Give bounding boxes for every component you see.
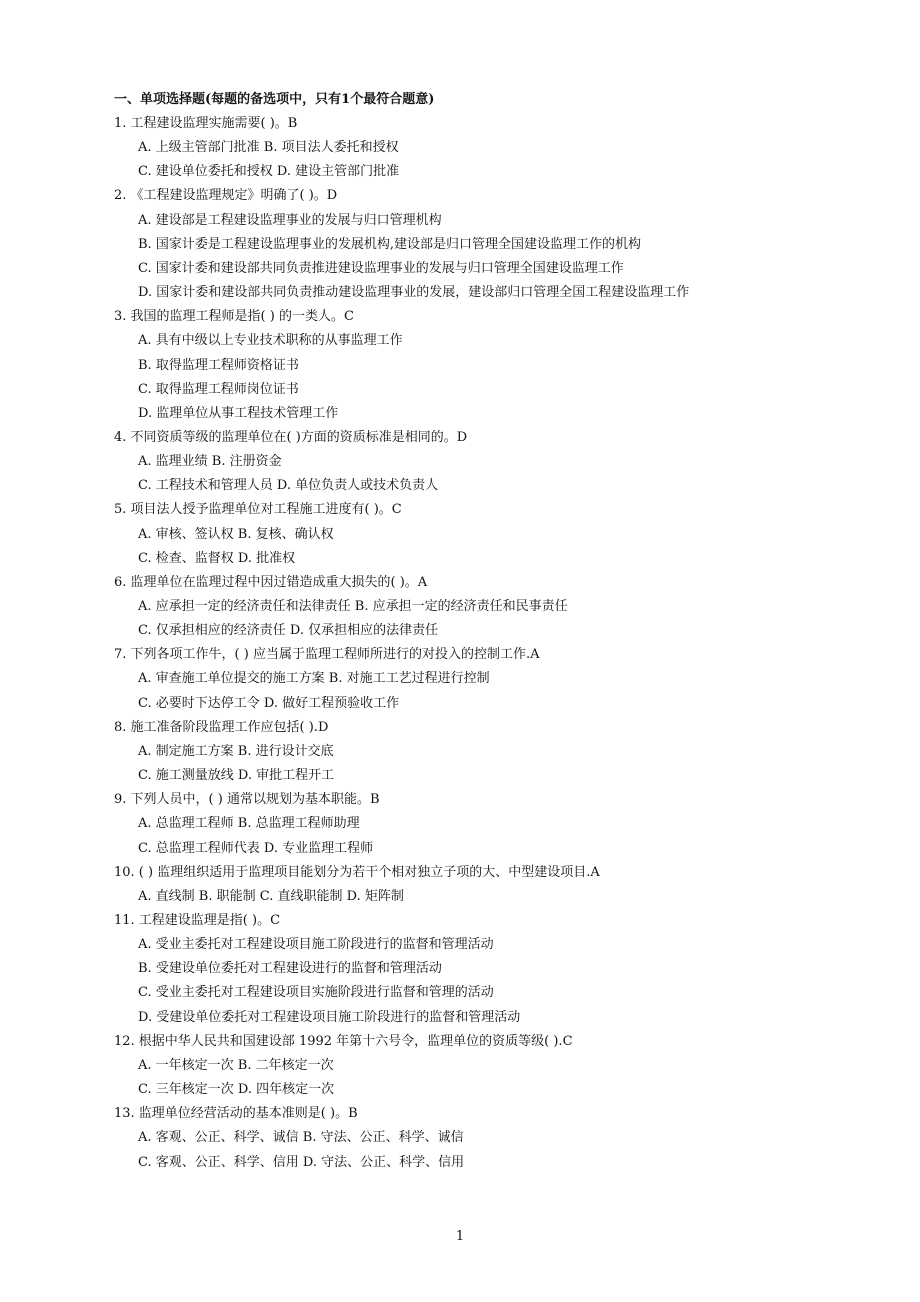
answer-option: C. 受业主委托对工程建设项目实施阶段进行监督和管理的活动 xyxy=(138,985,494,1001)
answer-option: A. 受业主委托对工程建设项目施工阶段进行的监督和管理活动 xyxy=(138,937,494,953)
question-stem: 11. 工程建设监理是指( )。C xyxy=(114,912,281,928)
answer-option: C. 三年核定一次 D. 四年核定一次 xyxy=(138,1082,335,1097)
page-number: 1 xyxy=(455,1229,465,1244)
answer-option: A. 审查施工单位提交的施工方案 B. 对施工工艺过程进行控制 xyxy=(138,671,490,687)
question-stem: 8. 施工准备阶段监理工作应包括( ).D xyxy=(114,719,329,735)
answer-option: A. 上级主管部门批准 B. 项目法人委托和授权 xyxy=(138,140,399,156)
answer-option: A. 审核、签认权 B. 复核、确认权 xyxy=(138,526,334,542)
answer-option: C. 建设单位委托和授权 D. 建设主管部门批准 xyxy=(138,164,400,180)
answer-option: B. 取得监理工程师资格证书 xyxy=(138,357,299,373)
question-stem: 4. 不同资质等级的监理单位在( )方面的资质标准是相同的。D xyxy=(114,429,468,445)
answer-option: C. 总监理工程师代表 D. 专业监理工程师 xyxy=(138,840,374,856)
answer-option: A. 具有中级以上专业技术职称的从事监理工作 xyxy=(138,333,403,349)
answer-option: A. 制定施工方案 B. 进行设计交底 xyxy=(138,743,334,759)
question-stem: 7. 下列各项工作牛，( ) 应当属于监理工程师所进行的对投入的控制工作.A xyxy=(114,647,540,663)
answer-option: A. 一年核定一次 B. 二年核定一次 xyxy=(138,1057,334,1073)
answer-option: A. 应承担一定的经济责任和法律责任 B. 应承担一定的经济责任和民事责任 xyxy=(138,599,568,614)
question-stem: 10. ( ) 监理组织适用于监理项目能划分为若干个相对独立子项的大、中型建设项目.A xyxy=(114,864,600,880)
question-stem: 3. 我国的监理工程师是指( ) 的一类人。C xyxy=(114,309,354,325)
answer-option: C. 客观、公正、科学、信用 D. 守法、公正、科学、信用 xyxy=(138,1154,465,1170)
question-stem: 5. 项目法人授予监理单位对工程施工进度有( )。C xyxy=(114,502,402,518)
answer-option: B. 国家计委是工程建设监理事业的发展机构,建设部是归口管理全国建设监理工作的机构 xyxy=(138,236,641,252)
answer-option: A. 建设部是工程建设监理事业的发展与归口管理机构 xyxy=(138,212,442,228)
question-stem: 1. 工程建设监理实施需要( )。B xyxy=(114,116,298,131)
answer-option: C. 仅承担相应的经济责任 D. 仅承担相应的法律责任 xyxy=(138,623,439,639)
question-stem: 13. 监理单位经营活动的基本准则是( )。B xyxy=(114,1106,358,1122)
question-stem: 12. 根据中华人民共和国建设部 1992 年第十六号令，监理单位的资质等级( ).C xyxy=(114,1033,573,1049)
answer-option: A. 直线制 B. 职能制 C. 直线职能制 D. 矩阵制 xyxy=(138,888,404,904)
question-stem: 6. 监理单位在监理过程中因过错造成重大损失的( )。A xyxy=(114,574,428,590)
answer-option: C. 施工测量放线 D. 审批工程开工 xyxy=(138,768,335,783)
answer-option: C. 检查、监督权 D. 批准权 xyxy=(138,550,296,566)
answer-option: A. 客观、公正、科学、诚信 B. 守法、公正、科学、诚信 xyxy=(138,1130,464,1146)
answer-option: B. 受建设单位委托对工程建设进行的监督和管理活动 xyxy=(138,961,442,977)
answer-option: D. 监理单位从事工程技术管理工作 xyxy=(138,405,339,421)
answer-option: D. 国家计委和建设部共同负责推动建设监理事业的发展，建设部归口管理全国工程建设监理工作 xyxy=(138,285,690,300)
answer-option: A. 监理业绩 B. 注册资金 xyxy=(138,454,282,470)
answer-option: C. 必要时下达停工令 D. 做好工程预验收工作 xyxy=(138,695,400,711)
question-stem: 9. 下列人员中，( ) 通常以规划为基本职能。B xyxy=(114,792,380,808)
answer-option: D. 受建设单位委托对工程建设项目施工阶段进行的监督和管理活动 xyxy=(138,1009,521,1025)
answer-option: C. 国家计委和建设部共同负责推进建设监理事业的发展与归口管理全国建设监理工作 xyxy=(138,260,624,276)
question-stem: 2. 《工程建设监理规定》明确了( )。D xyxy=(114,188,338,204)
section-heading: 一、单项选择题(每题的备选项中，只有1个最符合题意) xyxy=(114,92,435,107)
answer-option: A. 总监理工程师 B. 总监理工程师助理 xyxy=(138,816,360,832)
answer-option: C. 工程技术和管理人员 D. 单位负责人或技术负责人 xyxy=(138,478,439,494)
answer-option: C. 取得监理工程师岗位证书 xyxy=(138,381,299,397)
